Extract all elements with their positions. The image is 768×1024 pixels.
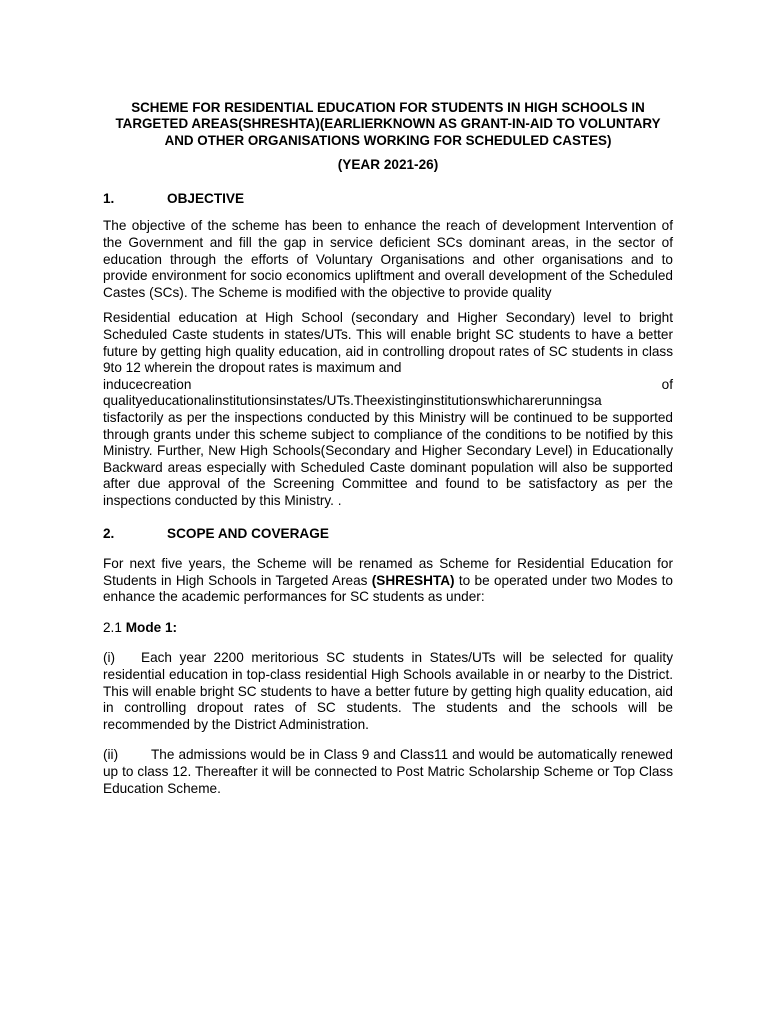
item-1-text: Each year 2200 meritorious SC students in States/UTs will be selected for quality residential education in top-class residential High Schools available in or nearby to the District. This will enable bright SC students to have a better future by getting high quality education, aid in controlling dropout rates of SC students. The students and the schools will be recommended by the District Administration. xyxy=(103,650,673,732)
section-2-title: SCOPE AND COVERAGE xyxy=(167,525,329,541)
section-1-title: OBJECTIVE xyxy=(167,190,245,206)
scope-text-a: For next five years, the Scheme will be renamed as Scheme for Residential Education for Students in High Schools in Targeted Areas xyxy=(103,556,673,588)
mode-title: Mode 1: xyxy=(125,619,178,635)
item-2-number: (ii) xyxy=(103,747,119,763)
mode-prefix: 2.1 xyxy=(103,619,126,635)
word-creation: creation xyxy=(143,376,192,392)
section-2-number: 2. xyxy=(103,525,115,541)
mode-1-item-1 xyxy=(103,650,673,733)
section-1-number: 1. xyxy=(103,190,115,206)
objective-paragraph-2-induce-line xyxy=(103,377,673,394)
document-year: (YEAR 2021-26) xyxy=(337,157,439,173)
document-page xyxy=(103,100,673,797)
word-induce: induce xyxy=(103,376,144,392)
scope-paragraph-1 xyxy=(103,556,673,606)
objective-paragraph-2-run-line: qualityeducationalinstitutionsinstates/UTs.Theexistinginstitutionswhicharerunningsa xyxy=(103,393,602,409)
section-1-heading xyxy=(103,191,673,208)
mode-1-item-2 xyxy=(103,747,673,797)
mode-1-label xyxy=(103,620,673,637)
section-2-heading xyxy=(103,526,673,543)
item-1-number: (i) xyxy=(103,650,116,666)
objective-paragraph-2-end: tisfactorily as per the inspections conducted by this Ministry will be continued to be supported through grants under this scheme subject to compliance of the conditions to be notified by this Ministry. Further, New High Schools(Secondary and Higher Secondary Level) in Educationally Backward areas especially with Scheduled Caste dominant population will also be supported after due approval of the Screening Committee and found to be satisfactory as per the inspections conducted by this Ministry. . xyxy=(103,409,673,508)
objective-paragraph-1: The objective of the scheme has been to enhance the reach of development Intervention of the Government and fill the gap in service deficient SCs dominant areas, in the sector of education through the efforts of Voluntary Organisations and other organisations and to provide environment for socio economics upliftment and overall development of the Scheduled Castes (SCs). The Scheme is modified with the objective to provide quality xyxy=(103,218,673,300)
objective-paragraph-2 xyxy=(103,310,673,509)
word-of: of xyxy=(661,376,673,392)
scope-shreshta: (SHRESHTA) xyxy=(371,572,455,588)
item-2-text: The admissions would be in Class 9 and Class11 and would be automatically renewed up to class 12. Thereafter it will be connected to Post Matric Scholarship Scheme or Top Class Education Scheme. xyxy=(103,747,673,796)
document-title: SCHEME FOR RESIDENTIAL EDUCATION FOR STUDENTS IN HIGH SCHOOLS IN TARGETED AREAS(SHRESHTA)(EARLIERKNOWN AS GRANT-IN-AID TO VOLUNTARY AND OTHER ORGANISATIONS WORKING FOR SCHEDULED CASTES) xyxy=(115,100,661,148)
objective-paragraph-2-start: Residential education at High School (secondary and Higher Secondary) level to bright Scheduled Caste students in states/UTs. This will enable bright SC students to have a better future by getting high quality education, aid in controlling dropout rates of SC students in class 9to 12 wherein the dropout rates is maximum and xyxy=(103,310,673,376)
scope-text-b: to be operated under two Modes to enhance the academic performances for SC students as under: xyxy=(103,572,673,605)
